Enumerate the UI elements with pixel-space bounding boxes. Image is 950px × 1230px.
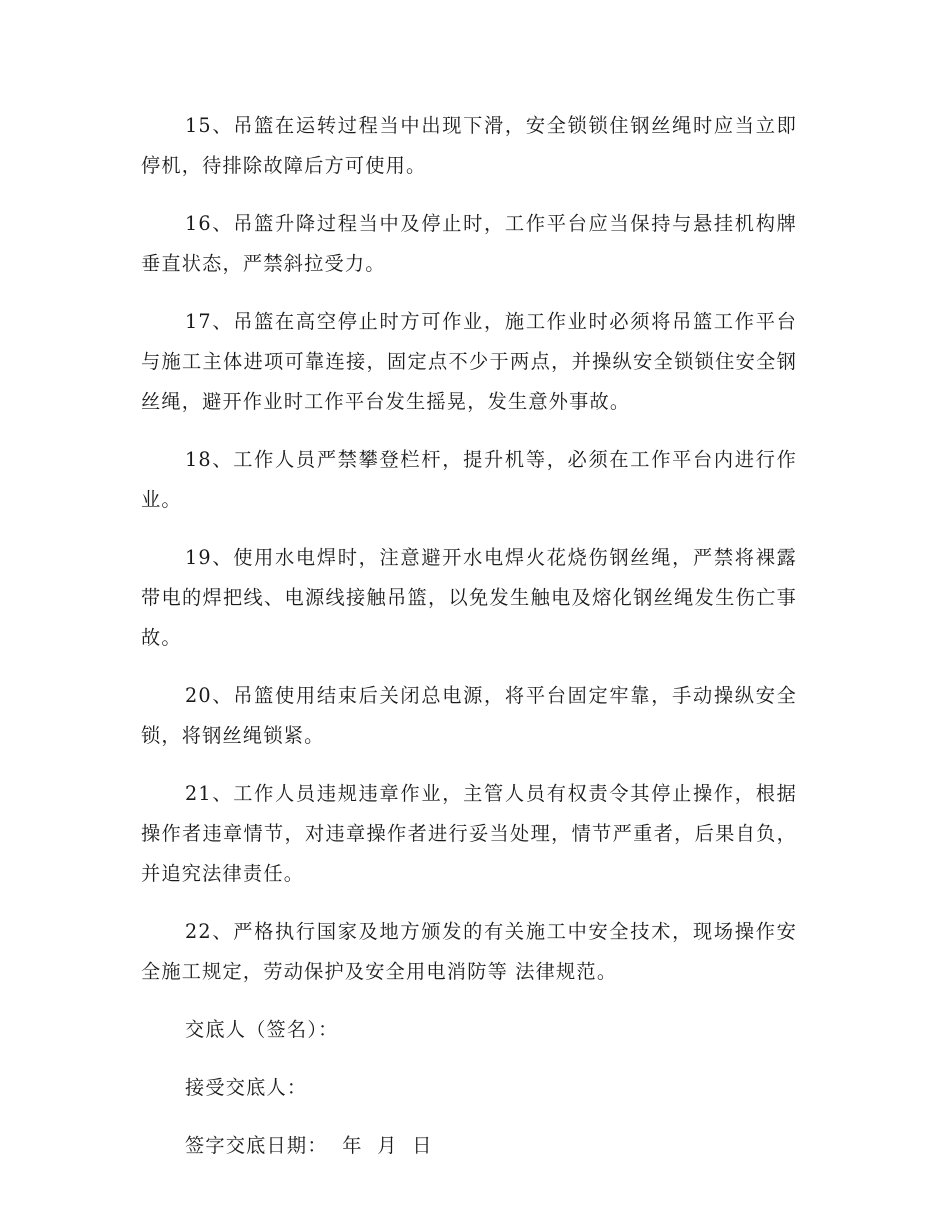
signature-block bbox=[141, 1010, 797, 1166]
discloser-signature-label: 交底人（签名）： bbox=[185, 1018, 339, 1041]
document-page bbox=[141, 106, 797, 1184]
clause-20: 20、吊篮使用结束后关闭总电源，将平台固定牢靠，手动操纵安全锁，将钢丝绳锁紧。 bbox=[141, 684, 797, 747]
clause-22: 22、严格执行国家及地方颁发的有关施工中安全技术，现场操作安全施工规定，劳动保护及安全用电消防等 法律规范。 bbox=[141, 920, 797, 983]
clause-21: 21、工作人员违规违章作业，主管人员有权责令其停止操作，根据操作者违章情节，对违章操作者进行妥当处理，情节严重者，后果自负，并追究法律责任。 bbox=[141, 782, 797, 885]
receiver-label: 接受交底人： bbox=[185, 1076, 308, 1099]
clause-15: 15、吊篮在运转过程当中出现下滑，安全锁锁住钢丝绳时应当立即停机，待排除故障后方可使用。 bbox=[141, 114, 797, 177]
clause-16: 16、吊篮升降过程当中及停止时，工作平台应当保持与悬挂机构牌垂直状态，严禁斜拉受力。 bbox=[141, 212, 797, 275]
clause-17: 17、吊篮在高空停止时方可作业，施工作业时必须将吊篮工作平台与施工主体进项可靠连接，固定点不少于两点，并操纵安全锁锁住安全钢丝绳，避开作业时工作平台发生摇晃，发生意外事故。 bbox=[141, 310, 797, 413]
signing-date-label: 签字交底日期： 年 月 日 bbox=[185, 1134, 433, 1157]
clause-18: 18、工作人员严禁攀登栏杆，提升机等，必须在工作平台内进行作业。 bbox=[141, 448, 797, 511]
clause-19: 19、使用水电焊时，注意避开水电焊火花烧伤钢丝绳，严禁将裸露带电的焊把线、电源线接触吊篮，以免发生触电及熔化钢丝绳发生伤亡事故。 bbox=[141, 546, 797, 649]
